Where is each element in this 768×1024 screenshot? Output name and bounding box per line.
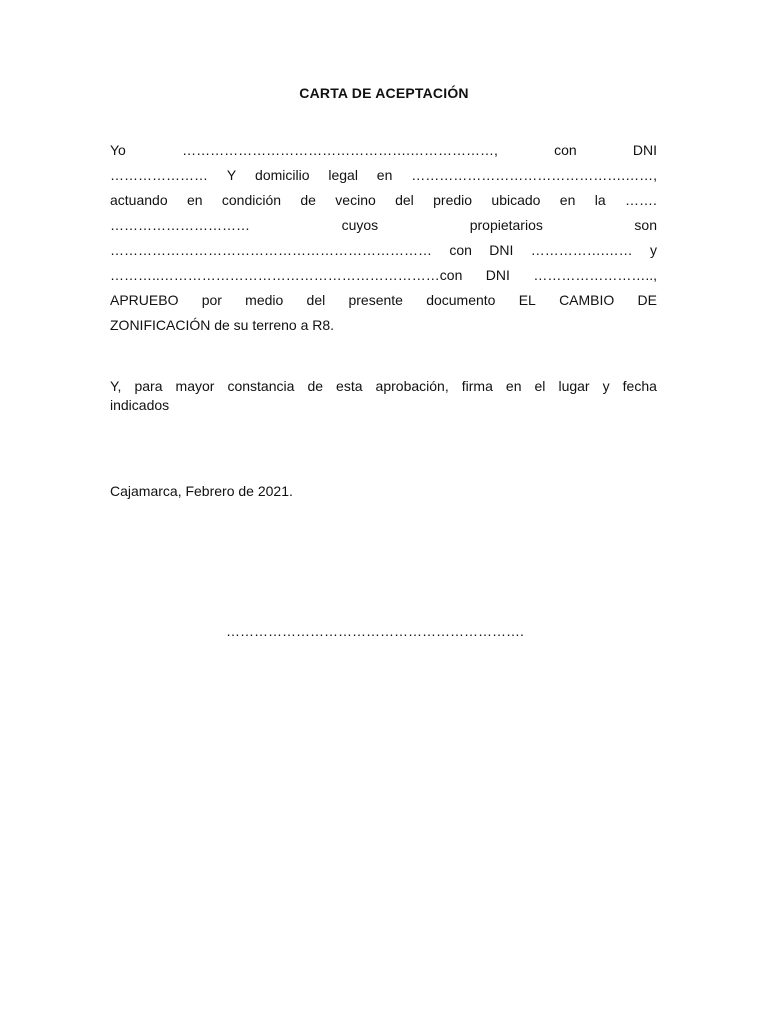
fill-in-blank: ……………………………………….……, (411, 167, 657, 183)
word: en (559, 192, 576, 208)
word: DNI (632, 142, 657, 158)
word: para (134, 378, 163, 394)
word: y (602, 378, 610, 394)
word: son (634, 217, 657, 233)
word: fecha (622, 378, 657, 394)
word: medio (245, 292, 284, 308)
fill-in-blank: …………….…… (530, 242, 633, 258)
fill-in-blank: …………………………………………………………… (110, 242, 432, 258)
word: con (449, 242, 472, 258)
closing-paragraph (110, 377, 657, 415)
word: condición (221, 192, 282, 208)
word: y (649, 242, 657, 258)
paragraph-line (110, 163, 657, 188)
word: Y (226, 167, 237, 183)
word: de (307, 378, 324, 394)
place-and-date: Cajamarca, Febrero de 2021. (110, 483, 293, 499)
document-title: CARTA DE ACEPTACIÓN (299, 85, 469, 101)
fill-in-blank: ………………………… (110, 217, 250, 233)
word: en (186, 192, 203, 208)
word: actuando (110, 192, 168, 208)
fill-in-blank: …………………….., (533, 267, 657, 283)
word: EL (518, 292, 536, 308)
paragraph-line (110, 377, 657, 396)
word: ubicado (491, 192, 541, 208)
word: propietarios (469, 217, 543, 233)
word: mayor (175, 378, 215, 394)
word: esta (336, 378, 363, 394)
word: domicilio (255, 167, 310, 183)
acceptance-paragraph (110, 138, 657, 338)
paragraph-line (110, 213, 657, 238)
fill-in-blank: ………………………………………….………………, (182, 142, 498, 158)
paragraph-last-line: ZONIFICACIÓN de su terreno a R8. (110, 317, 335, 333)
word: por (201, 292, 222, 308)
word: de (300, 192, 316, 208)
word: legal (328, 167, 358, 183)
word: Y, (110, 378, 122, 394)
word: documento (426, 292, 496, 308)
paragraph-line (110, 263, 657, 288)
word: del (395, 192, 414, 208)
paragraph-line (110, 138, 657, 163)
word: DNI (489, 242, 514, 258)
paragraph-line (110, 288, 657, 313)
word: DE (637, 292, 657, 308)
word: la (594, 192, 606, 208)
word: con (554, 142, 577, 158)
word: firma (461, 378, 493, 394)
fill-in-blank: ………..……………………………………………………con (110, 267, 463, 283)
word: DNI (485, 267, 510, 283)
word: aprobación, (375, 378, 449, 394)
word: el (534, 378, 546, 394)
word: APRUEBO (110, 292, 179, 308)
paragraph-last-line: indicados (110, 397, 170, 413)
word: predio (433, 192, 473, 208)
word: cuyos (341, 217, 379, 233)
signature-line (0, 621, 768, 641)
word: CAMBIO (559, 292, 615, 308)
paragraph-line (110, 188, 657, 213)
signature-blank: ………………………………………………………. (226, 623, 524, 639)
word: vecino (335, 192, 376, 208)
paragraph-line (110, 238, 657, 263)
word: en (505, 378, 522, 394)
fill-in-blank: ………………… (110, 167, 208, 183)
word: lugar (558, 378, 590, 394)
word: constancia (227, 378, 295, 394)
word: en (376, 167, 393, 183)
word: del (306, 292, 326, 308)
fill-in-blank: ……. (624, 192, 657, 208)
word: presente (348, 292, 403, 308)
word: Yo (110, 142, 126, 158)
